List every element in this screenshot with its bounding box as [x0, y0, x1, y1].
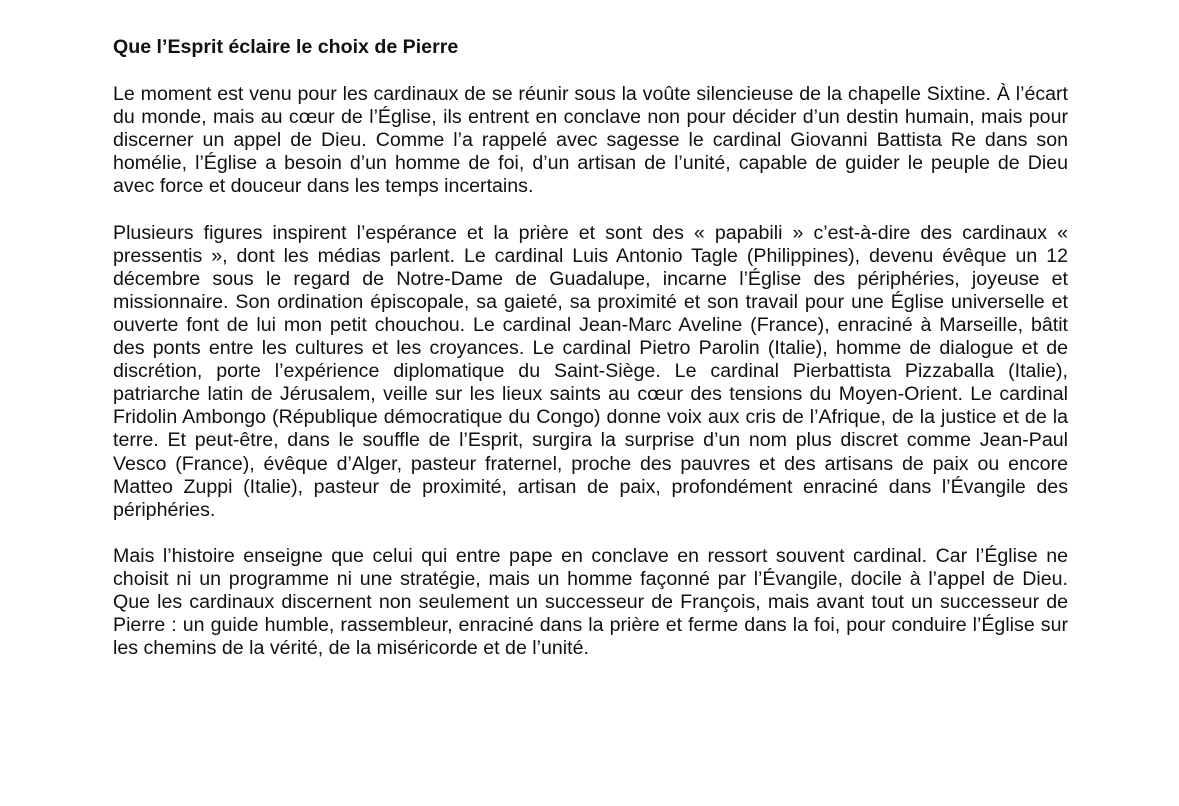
paragraph-conclusion: Mais l’histoire enseigne que celui qui entre pape en conclave en ressort souvent cardinal. Car l’Église ne choisit ni un programme ni une stratégie, mais un homme façonné par l’Évangile, docile à l’appel de Dieu. Que les cardinaux discernent non seulement un successeur de François, mais avant tout un successeur de Pierre : un guide humble, rassembleur, enraciné dans la prière et ferme dans la foi, pour conduire l’Église sur les chemins de la vérité, de la miséricorde et de l’unité. — [113, 544, 1068, 660]
document — [113, 36, 1068, 683]
document-title: Que l’Esprit éclaire le choix de Pierre — [113, 36, 459, 58]
paragraph-intro: Le moment est venu pour les cardinaux de se réunir sous la voûte silencieuse de la chapelle Sixtine. À l’écart du monde, mais au cœur de l’Église, ils entrent en conclave non pour décider d’un destin humain, mais pour discerner un appel de Dieu. Comme l’a rappelé avec sagesse le cardinal Giovanni Battista Re dans son homélie, l’Église a besoin d’un homme de foi, d’un artisan de l’unité, capable de guider le peuple de Dieu avec force et douceur dans les temps incertains. — [113, 83, 1068, 198]
paragraph-papabili: Plusieurs figures inspirent l’espérance et la prière et sont des « papabili » c’est-à-dire des cardinaux « pressentis », dont les médias parlent. Le cardinal Luis Antonio Tagle (Philippines), devenu évêque un 12 décembre sous le regard de Notre-Dame de Guadalupe, incarne l’Église des périphéries, joyeuse et missionnaire. Son ordination épiscopale, sa gaieté, sa proximité et son travail pour une Église universelle et ouverte font de lui mon petit chouchou. Le cardinal Jean-Marc Aveline (France), enraciné à Marseille, bâtit des ponts entre les cultures et les croyances. Le cardinal Pietro Parolin (Italie), homme de dialogue et de discrétion, porte l’expérience diplomatique du Saint-Siège. Le cardinal Pierbattista Pizzaballa (Italie), patriarche latin de Jérusalem, veille sur les lieux saints au cœur des tensions du Moyen-Orient. Le cardinal Fridolin Ambongo (République démocratique du Congo) donne voix aux cris de l’Afrique, de la justice et de la terre. Et peut-être, dans le souffle de l’Esprit, surgira la surprise d’un nom plus discret comme Jean-Paul Vesco (France), évêque d’Alger, pasteur fraternel, proche des pauvres et des artisans de paix ou encore Matteo Zuppi (Italie), pasteur de proximité, artisan de paix, profondément enraciné dans l’Évangile des périphéries. — [113, 221, 1068, 521]
